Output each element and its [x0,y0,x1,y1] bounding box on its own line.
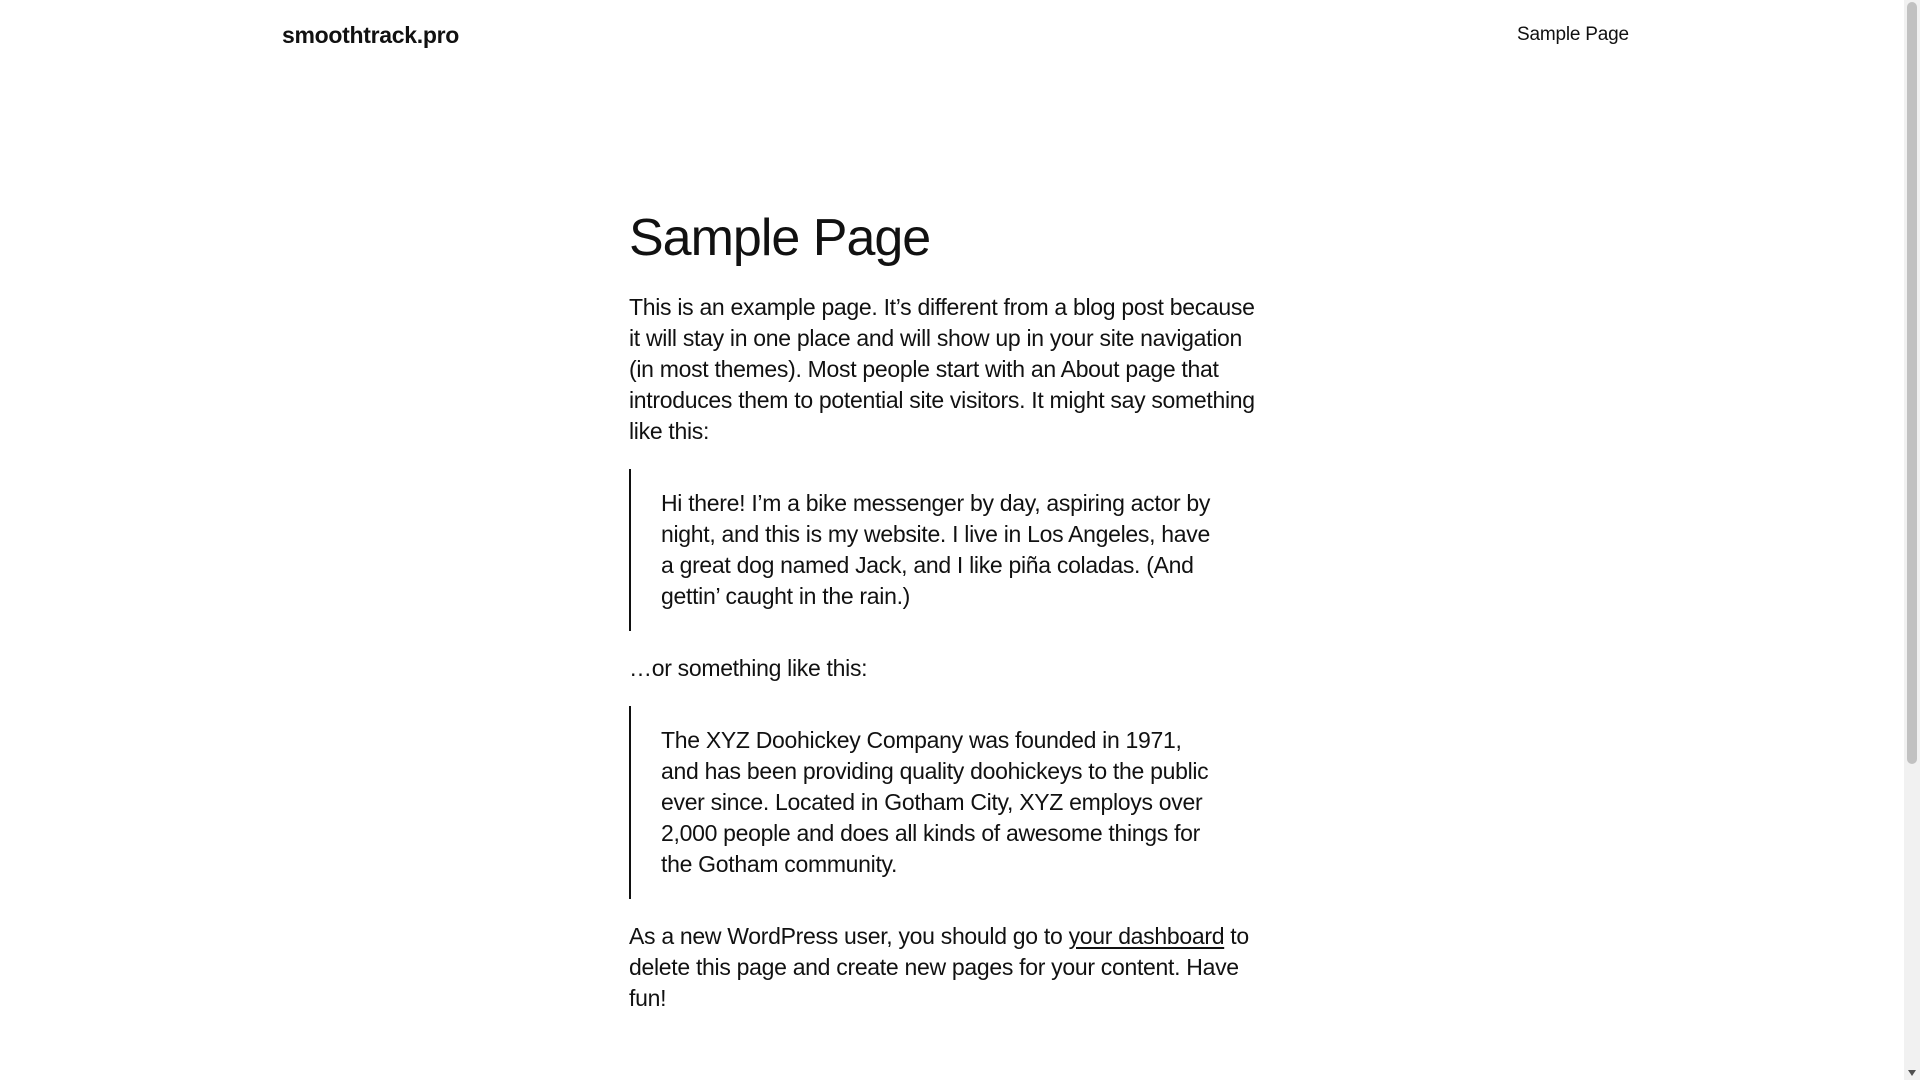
site-title-link[interactable]: smoothtrack.pro [282,22,459,48]
nav-item-sample-page[interactable]: Sample Page [1517,24,1629,45]
quote-doohickey-company [629,706,1221,899]
vertical-scrollbar[interactable] [1904,0,1920,1080]
page-title: Sample Page [629,209,931,267]
outro-text-before: As a new WordPress user, you should go to [629,923,1069,949]
scrollbar-thumb[interactable] [1907,2,1917,764]
main-content [629,200,1271,1014]
quote-bike-messenger [629,469,1221,631]
quote-doohickey-company-text: The XYZ Doohickey Company was founded in 1971, and has been providing quality doohickeys to the public ever since. Located in Gotham City, XYZ employs over 2,000 people and does all kinds of awesome things for the Gotham community. [661,727,1209,877]
outro-text-after: to delete this page and create new pages for your content. Have fun! [629,923,1249,1011]
dashboard-link[interactable]: your dashboard [1068,923,1225,949]
quote-bike-messenger-text: Hi there! I’m a bike messenger by day, aspiring actor by night, and this is my website. I live in Los Angeles, have a great dog named Jack, and I like piña coladas. (And gettin’ caught in the rain.) [661,490,1211,609]
intro-paragraph: This is an example page. It’s different from a blog post because it will stay in one place and will show up in your site navigation (in most themes). Most people start with an About page that introduces them to potential site visitors. It might say something like this: [629,294,1255,444]
transition-paragraph: …or something like this: [629,655,868,681]
site-header [0,0,1904,70]
scroll-down-arrow-icon[interactable] [1908,1070,1916,1076]
outro-paragraph [629,921,1271,1014]
